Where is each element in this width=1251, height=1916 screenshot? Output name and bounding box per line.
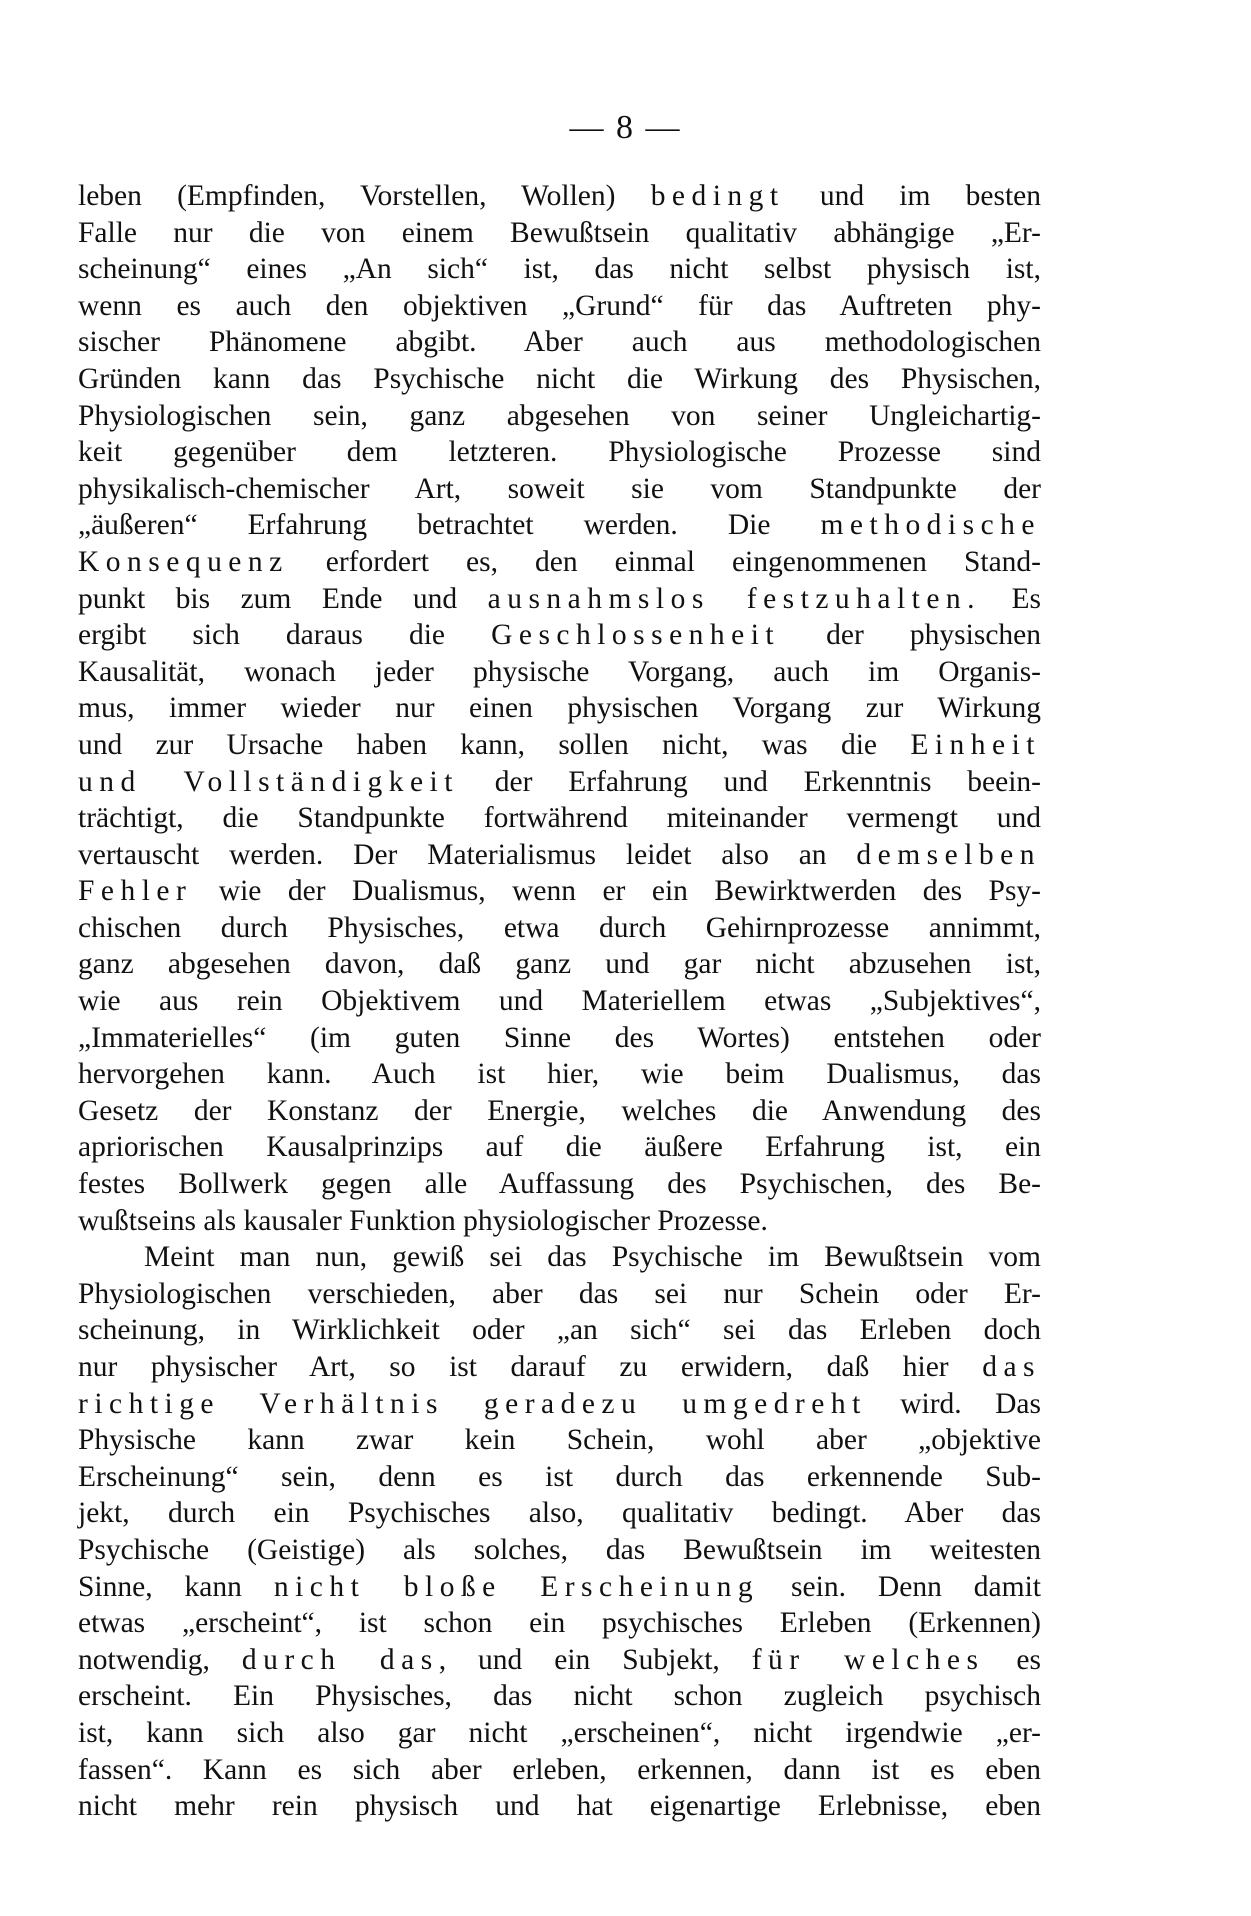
text-line <box>78 1239 1041 1276</box>
text-segment: Sinne, kann <box>78 1570 274 1603</box>
text-line <box>78 1203 1041 1240</box>
emphasized-spaced-text: demselben <box>856 838 1041 871</box>
text-segment: Physische kann zwar kein Schein, wohl aber „objektive <box>78 1424 1041 1457</box>
text-line <box>78 1312 1041 1349</box>
text-segment: erscheint. Ein Physisches, das nicht schon zugleich psychisch <box>78 1680 1041 1713</box>
text-segment: „äußeren“ Erfahrung betrachtet werden. Die <box>78 509 821 542</box>
text-line <box>78 544 1041 581</box>
text-segment: nicht mehr rein physisch und hat eigenartige Erlebnisse, eben <box>78 1790 1041 1823</box>
text-line <box>78 617 1041 654</box>
text-line <box>78 361 1041 398</box>
text-segment: Psychische (Geistige) als solches, das Bewußtsein im weitesten <box>78 1533 1041 1566</box>
text-line <box>78 1422 1041 1459</box>
text-line <box>78 434 1041 471</box>
text-segment: und im besten <box>784 180 1041 212</box>
text-line <box>78 910 1041 947</box>
emphasized-spaced-text: durch das <box>241 1643 439 1676</box>
emphasized-spaced-text: für welches <box>751 1643 985 1676</box>
text-line <box>78 727 1041 764</box>
text-segment: ist, kann sich also gar nicht „erscheinen“, nicht irgendwie „er- <box>78 1716 1041 1749</box>
text-segment: festes Bollwerk gegen alle Auffassung des Psychischen, des Be- <box>78 1168 1041 1201</box>
text-segment: Erscheinung“ sein, denn es ist durch das erkennende Sub- <box>78 1460 1041 1493</box>
text-segment: wie aus rein Objektivem und Materiellem etwas „Subjektives“, <box>78 985 1041 1018</box>
text-segment: Kausalität, wonach jeder physische Vorgang, auch im Organis- <box>78 655 1041 688</box>
text-segment: mus, immer wieder nur einen physischen Vorgang zur Wirkung <box>78 692 1041 725</box>
text-segment: chischen durch Physisches, etwa durch Gehirnprozesse annimmt, <box>78 911 1041 944</box>
text-line <box>78 1166 1041 1203</box>
text-line <box>78 1495 1041 1532</box>
text-line <box>78 507 1041 544</box>
text-segment: Gründen kann das Psychische nicht die Wirkung des Physischen, <box>78 362 1041 395</box>
text-line <box>78 1605 1041 1642</box>
text-line <box>78 1642 1041 1679</box>
text-line <box>78 1459 1041 1496</box>
emphasized-spaced-text: Geschlossenheit <box>491 619 781 652</box>
text-line <box>78 837 1041 874</box>
text-line <box>78 1532 1041 1569</box>
text-line <box>78 983 1041 1020</box>
text-line <box>78 178 1041 215</box>
text-segment: ergibt sich daraus die <box>78 619 492 652</box>
emphasized-spaced-text: ausnahmslos festzuhalten. <box>487 582 982 615</box>
text-line <box>78 1349 1041 1386</box>
text-line <box>78 1715 1041 1752</box>
emphasized-spaced-text: nicht bloße Erscheinung <box>273 1570 760 1603</box>
text-segment: wenn es auch den objektiven „Grund“ für das Auftreten phy- <box>78 289 1041 322</box>
text-segment: notwendig, <box>78 1643 242 1676</box>
text-line <box>78 1569 1041 1606</box>
text-line <box>78 1093 1041 1130</box>
emphasized-spaced-text: Einheit <box>910 728 1041 761</box>
text-segment: fassen“. Kann es sich aber erleben, erkennen, dann ist es eben <box>78 1753 1041 1786</box>
text-segment: punkt bis zum Ende und <box>78 582 488 615</box>
text-line <box>78 471 1041 508</box>
text-segment: wie der Dualismus, wenn er ein Bewirktwerden des Psy- <box>192 875 1041 908</box>
text-segment: Physiologischen sein, ganz abgesehen von seiner Ungleichartig- <box>78 399 1041 432</box>
text-segment: keit gegenüber dem letzteren. Physiologische Prozesse sind <box>78 436 1041 469</box>
text-segment: scheinung“ eines „An sich“ ist, das nicht selbst physisch ist, <box>78 253 1041 286</box>
text-segment: und zur Ursache haben kann, sollen nicht, was die <box>78 728 911 761</box>
text-line <box>78 654 1041 691</box>
emphasized-spaced-text: Konsequenz <box>78 545 289 578</box>
text-line <box>78 1129 1041 1166</box>
text-segment: erfordert es, den einmal eingenommenen Stand- <box>288 545 1041 578</box>
text-line <box>78 1678 1041 1715</box>
text-segment: hervorgehen kann. Auch ist hier, wie beim Dualismus, das <box>78 1058 1041 1091</box>
text-line <box>78 1788 1041 1825</box>
text-segment: Es <box>981 582 1042 615</box>
text-segment: ganz abgesehen davon, daß ganz und gar nicht abzusehen ist, <box>78 948 1041 981</box>
text-segment: apriorischen Kausalprinzips auf die äußere Erfahrung ist, ein <box>78 1131 1041 1164</box>
text-segment: Gesetz der Konstanz der Energie, welches die Anwendung des <box>78 1094 1041 1127</box>
text-segment: der Erfahrung und Erkenntnis beein- <box>458 765 1041 798</box>
text-line <box>78 690 1041 727</box>
text-line <box>78 764 1041 801</box>
text-segment: etwas „erscheint“, ist schon ein psychisches Erleben (Erkennen) <box>78 1607 1041 1640</box>
text-line <box>78 1386 1041 1423</box>
text-line <box>78 800 1041 837</box>
text-line <box>78 398 1041 435</box>
text-line <box>78 1020 1041 1057</box>
text-line <box>78 1752 1041 1789</box>
text-segment: der physischen <box>780 619 1042 652</box>
text-segment: nur physischer Art, so ist darauf zu erwidern, daß hier <box>78 1351 983 1383</box>
emphasized-spaced-text: bedingt <box>650 180 785 212</box>
text-segment: physikalisch-chemischer Art, soweit sie vom Standpunkte der <box>78 472 1041 505</box>
text-segment: leben (Empfinden, Vorstellen, Wollen) <box>78 180 651 212</box>
text-line <box>78 251 1041 288</box>
text-segment: „Immaterielles“ (im guten Sinne des Wortes) entstehen oder <box>78 1021 1041 1054</box>
text-line <box>78 324 1041 361</box>
text-segment: scheinung, in Wirklichkeit oder „an sich“ sei das Erleben doch <box>78 1314 1041 1347</box>
text-line <box>78 581 1041 618</box>
text-line <box>78 873 1041 910</box>
emphasized-spaced-text: Fehler <box>78 875 193 908</box>
emphasized-spaced-text: das <box>982 1351 1041 1383</box>
text-segment: Physiologischen verschieden, aber das sei nur Schein oder Er- <box>78 1277 1041 1310</box>
text-segment: Falle nur die von einem Bewußtsein qualitativ abhängige „Er- <box>78 216 1041 249</box>
text-segment: es <box>984 1643 1041 1676</box>
text-segment: , und ein Subjekt, <box>438 1643 752 1676</box>
text-line <box>78 215 1041 252</box>
text-segment: sischer Phänomene abgibt. Aber auch aus methodologischen <box>78 326 1041 359</box>
text-segment: wird. Das <box>866 1387 1041 1420</box>
text-segment: wußtseins als kausaler Funktion physiologischer Prozesse. <box>78 1204 768 1237</box>
emphasized-spaced-text: richtige Verhältnis geradezu umgedreht <box>78 1387 867 1420</box>
emphasized-spaced-text: methodische <box>820 509 1041 542</box>
emphasized-spaced-text: und Vollständigkeit <box>78 765 459 798</box>
text-segment: trächtigt, die Standpunkte fortwährend miteinander vermengt und <box>78 802 1041 835</box>
text-line <box>78 946 1041 983</box>
text-segment: jekt, durch ein Psychisches also, qualitativ bedingt. Aber das <box>78 1497 1041 1530</box>
text-line <box>78 1276 1041 1313</box>
text-line <box>78 288 1041 325</box>
text-segment: vertauscht werden. Der Materialismus leidet also an <box>78 838 857 871</box>
body-text <box>78 178 1041 1825</box>
page-number: — 8 — <box>569 109 682 146</box>
text-segment: sein. Denn damit <box>759 1570 1041 1603</box>
text-line <box>78 1056 1041 1093</box>
text-segment: Meint man nun, gewiß sei das Psychische im Bewußtsein vom <box>144 1241 1041 1274</box>
